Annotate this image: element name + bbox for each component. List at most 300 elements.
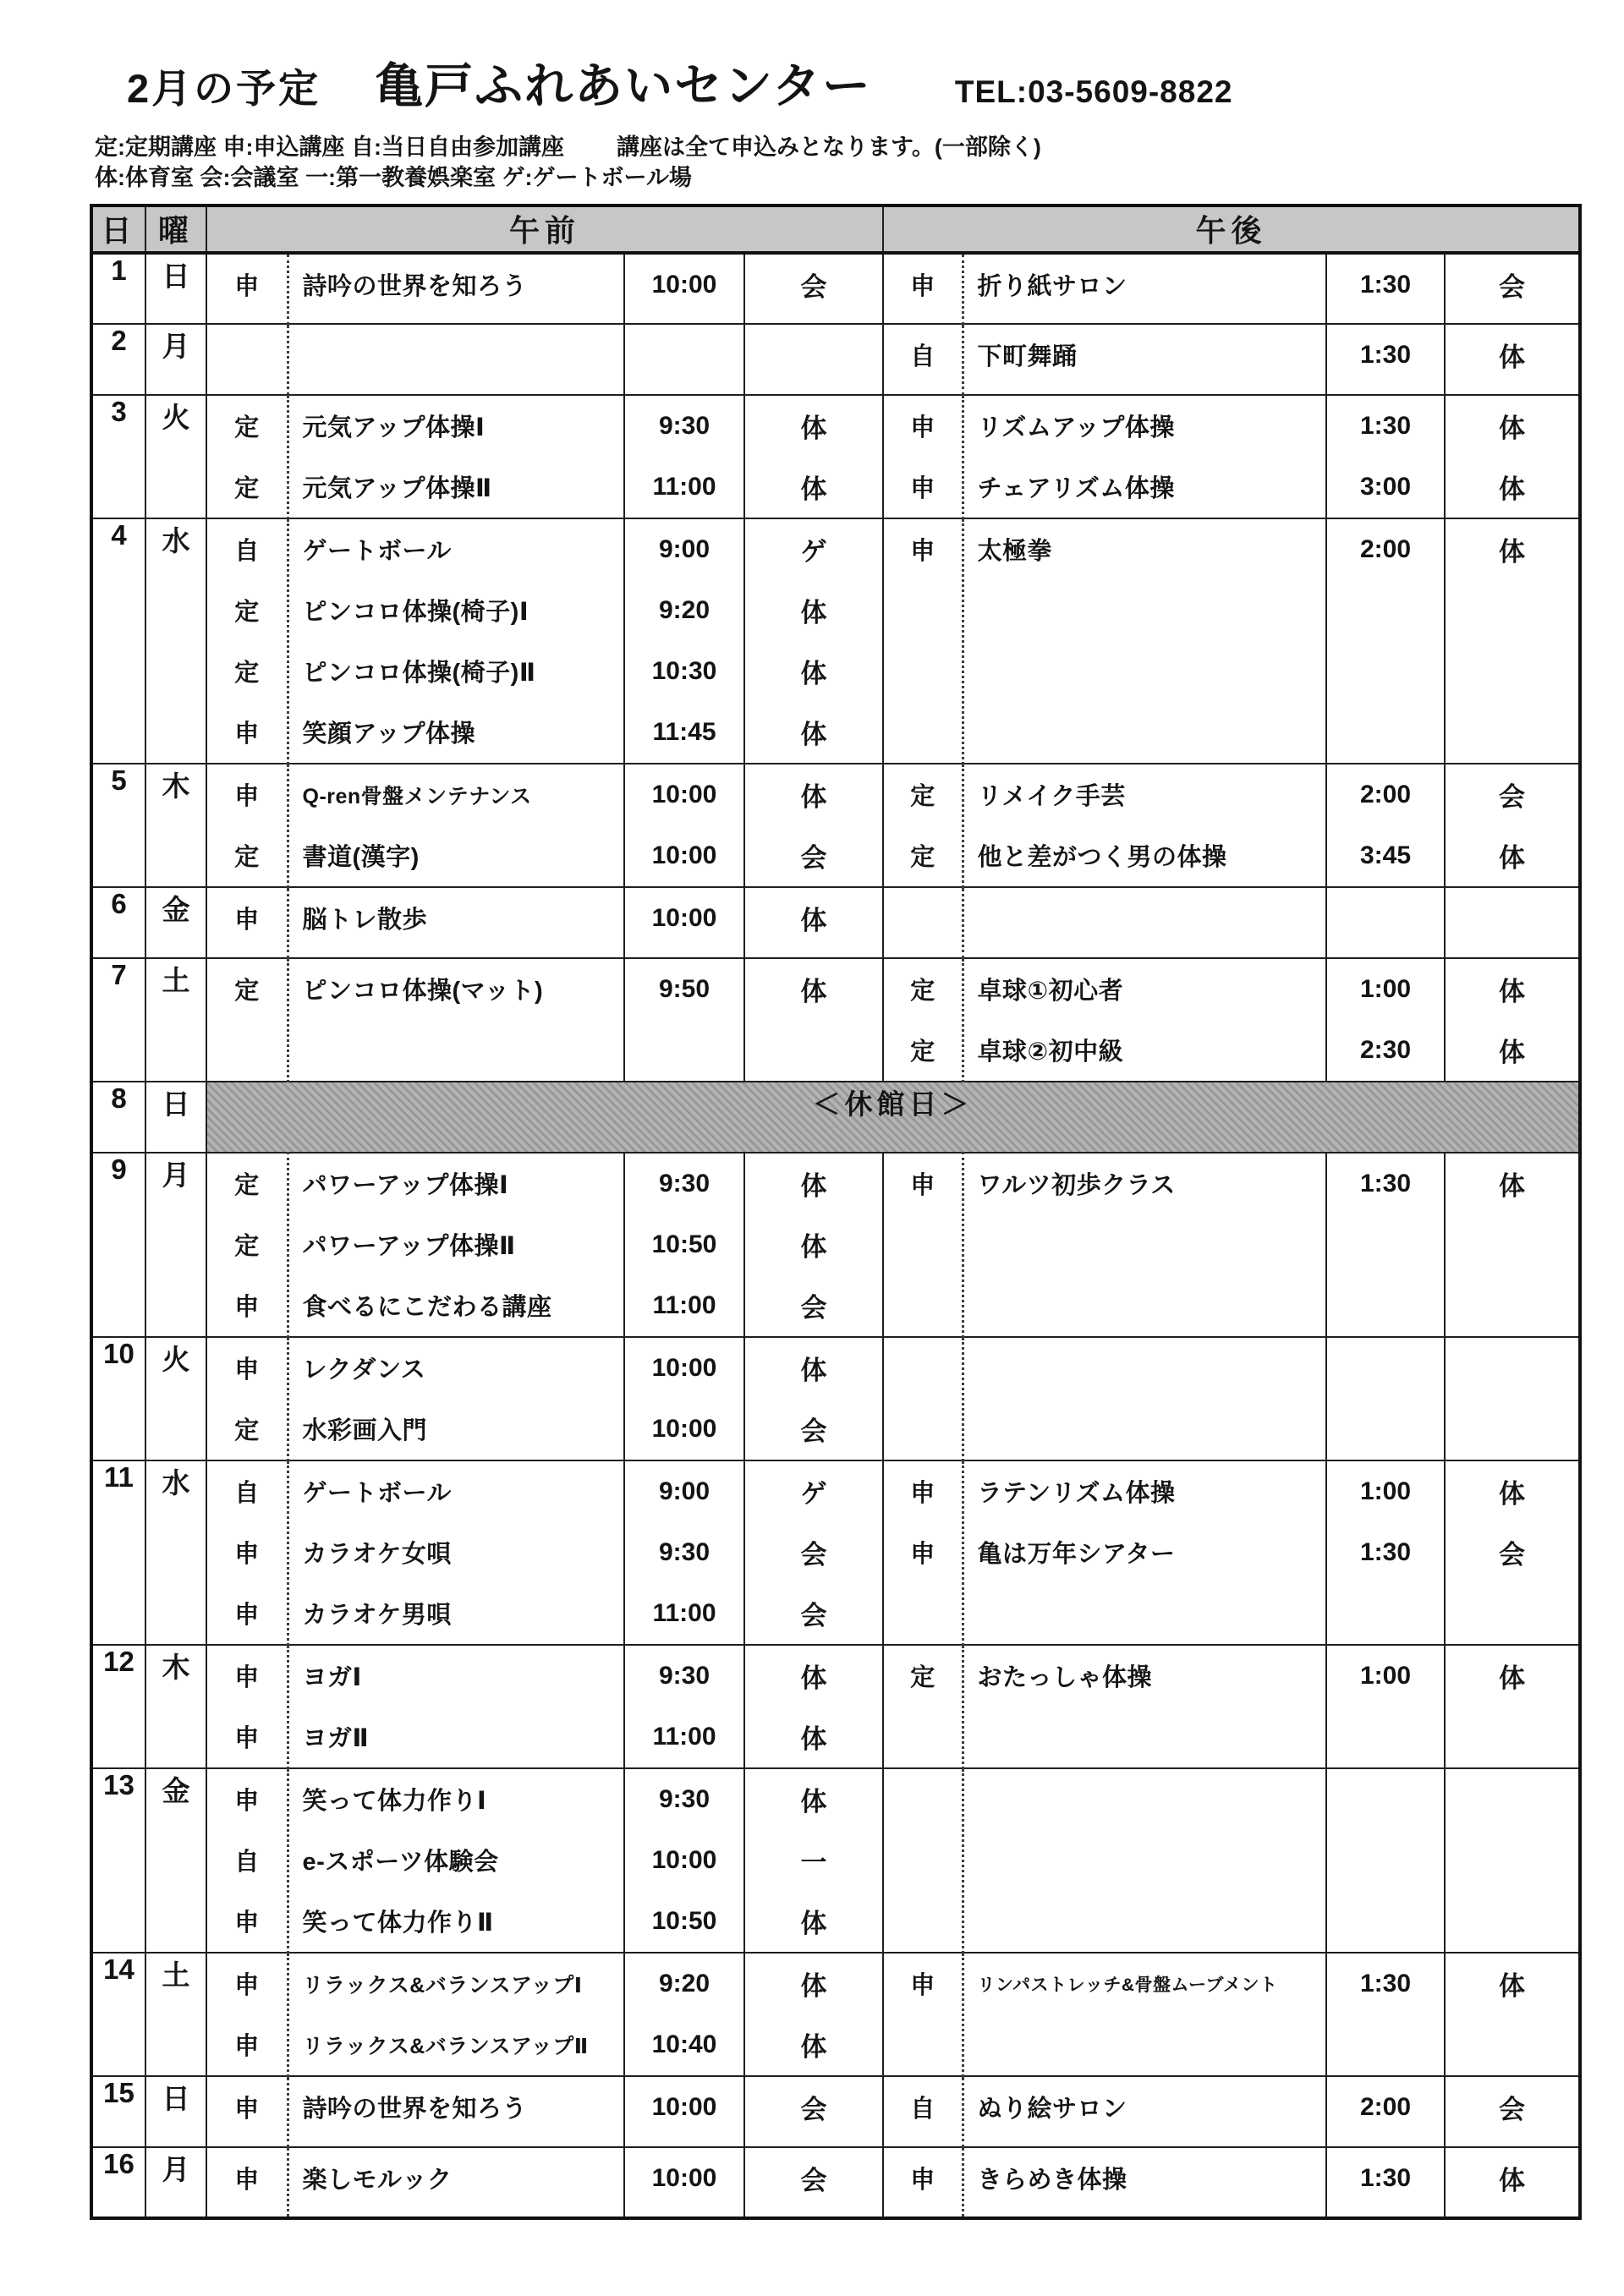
am-activity-cell [288, 1460, 624, 1645]
am-activity-text: 笑って体力作りⅠ [302, 1788, 487, 1816]
am-room-text: 体 [800, 1724, 827, 1755]
am-time-cell [624, 1337, 744, 1460]
pm-time-stack [1327, 1461, 1444, 1583]
am-time-stack [625, 2077, 743, 2138]
schedule-day-row [91, 324, 1580, 395]
pm-time-text: 2:00 [1359, 2092, 1412, 2121]
am-activity-text: 楽しモルック [302, 2167, 453, 2195]
am-time-stack [625, 255, 743, 315]
pm-room-stack [1446, 1461, 1578, 1583]
am-room-text: ゲ [800, 537, 827, 567]
am-mark-text: 申 [234, 1294, 260, 1322]
am-mark-text: 申 [234, 1725, 260, 1753]
am-activity-text: カラオケ男唄 [302, 1602, 452, 1630]
pm-activity-cell [963, 887, 1326, 958]
am-room-text: 体 [800, 1663, 827, 1694]
am-time-stack [625, 764, 743, 886]
pm-room-text: 会 [1499, 272, 1526, 303]
pm-time-cell [1326, 518, 1445, 764]
pm-mark-text: 申 [910, 475, 935, 503]
pm-time-text: 1:30 [1359, 411, 1412, 440]
pm-mark-text: 申 [910, 2167, 935, 2195]
pm-activity-text: リメイク手芸 [977, 783, 1126, 811]
pm-activity-cell [963, 1953, 1326, 2076]
pm-room-stack [1446, 325, 1578, 386]
am-time-stack [625, 1769, 743, 1952]
am-mark-text: 申 [234, 1356, 260, 1384]
am-mark-cell [206, 324, 288, 395]
pm-activity-stack [964, 325, 1326, 386]
am-activity-stack [289, 1769, 624, 1952]
schedule-day-row [91, 518, 1580, 764]
am-room-stack [745, 2077, 882, 2138]
am-room-cell [744, 1153, 883, 1337]
am-time-text: 10:00 [651, 841, 717, 869]
pm-activity-cell [963, 395, 1326, 518]
pm-time-cell [1326, 1645, 1445, 1768]
pm-mark-text: 申 [910, 1172, 935, 1200]
schedule-day-row [91, 1153, 1580, 1337]
pm-time-text: 1:30 [1359, 340, 1412, 369]
weekday: 月 [145, 2147, 206, 2218]
legend-note: 講座は全て申込みとなります。(一部除く) [616, 134, 1041, 160]
am-mark-stack [207, 519, 287, 763]
am-room-text: 体 [800, 782, 827, 813]
weekday: 火 [145, 395, 206, 518]
pm-room-stack [1446, 2148, 1578, 2209]
closed-day-cell: ＜休館日＞ [206, 1082, 1580, 1153]
pm-room-text: 体 [1499, 1038, 1526, 1068]
pm-time-text: 1:30 [1359, 1969, 1412, 1997]
pm-time-cell [1326, 2076, 1445, 2147]
am-activity-text: 笑顔アップ体操 [302, 721, 475, 748]
weekday: 日 [145, 1082, 206, 1153]
am-mark-cell [206, 1953, 288, 2076]
am-mark-text: 申 [234, 721, 260, 748]
am-time-cell [624, 1645, 744, 1768]
legend [95, 132, 1624, 194]
weekday: 土 [145, 958, 206, 1082]
day-number: 2 [91, 324, 145, 395]
day-number: 10 [91, 1337, 145, 1460]
legend-line-2 [95, 162, 1624, 193]
pm-mark-stack [884, 2148, 962, 2209]
am-time-cell [624, 253, 744, 324]
am-time-stack [625, 1646, 743, 1767]
am-room-text: 体 [800, 720, 827, 750]
pm-time-cell [1326, 958, 1445, 1082]
am-time-text: 11:00 [652, 1598, 716, 1627]
am-time-cell [624, 1153, 744, 1337]
pm-room-cell [1445, 2147, 1580, 2218]
day-number: 5 [91, 764, 145, 887]
pm-activity-stack [964, 396, 1326, 518]
am-time-text: 11:00 [652, 1722, 716, 1751]
am-time-cell [624, 518, 744, 764]
pm-mark-text: 申 [910, 538, 935, 566]
pm-mark-cell [883, 1153, 963, 1337]
am-time-stack [625, 1954, 743, 2075]
pm-time-text: 2:30 [1359, 1035, 1412, 1064]
pm-time-cell [1326, 324, 1445, 395]
am-mark-text: 申 [234, 1541, 260, 1569]
pm-activity-cell [963, 1153, 1326, 1337]
am-time-text: 9:50 [658, 974, 710, 1003]
am-mark-text: 定 [234, 978, 260, 1006]
am-mark-text: 申 [234, 1972, 260, 2000]
am-time-text: 9:20 [658, 1969, 710, 1997]
pm-mark-text: 自 [910, 2096, 935, 2123]
pm-time-text: 1:30 [1359, 1169, 1412, 1197]
schedule-table [90, 204, 1582, 2220]
am-mark-cell [206, 1337, 288, 1460]
pm-mark-cell [883, 958, 963, 1082]
am-room-text: 体 [800, 1787, 827, 1817]
am-mark-stack [207, 255, 287, 315]
am-mark-text: 申 [234, 2096, 260, 2123]
pm-mark-text: 申 [910, 1541, 935, 1569]
am-time-stack [625, 959, 743, 1020]
pm-mark-cell [883, 887, 963, 958]
am-mark-text: 定 [234, 844, 260, 872]
pm-mark-cell [883, 253, 963, 324]
pm-room-text: 体 [1499, 342, 1526, 373]
day-number: 14 [91, 1953, 145, 2076]
pm-room-cell [1445, 1645, 1580, 1768]
am-activity-stack [289, 959, 624, 1020]
pm-room-stack [1446, 2077, 1578, 2138]
pm-room-cell [1445, 1153, 1580, 1337]
weekday: 木 [145, 1645, 206, 1768]
am-mark-text: 定 [234, 475, 260, 503]
am-time-text: 10:50 [651, 1906, 717, 1935]
am-mark-stack [207, 1338, 287, 1460]
day-number: 12 [91, 1645, 145, 1768]
pm-room-cell [1445, 324, 1580, 395]
weekday: 月 [145, 1153, 206, 1337]
am-time-stack [625, 1338, 743, 1460]
pm-mark-text: 定 [910, 844, 935, 872]
schedule-day-row [91, 1768, 1580, 1953]
am-room-text: 体 [800, 1232, 827, 1263]
am-time-cell [624, 1768, 744, 1953]
am-time-text: 9:30 [658, 411, 710, 440]
schedule-day-row [91, 395, 1580, 518]
page-title-month: 2月の予定 [127, 66, 321, 111]
am-mark-stack [207, 1769, 287, 1952]
am-room-stack [745, 959, 882, 1020]
weekday: 火 [145, 1337, 206, 1460]
pm-activity-cell [963, 1645, 1326, 1768]
pm-room-cell [1445, 253, 1580, 324]
pm-mark-text: 定 [910, 1664, 935, 1692]
am-room-cell [744, 1645, 883, 1768]
pm-time-text: 3:45 [1359, 841, 1412, 869]
am-mark-cell [206, 1768, 288, 1953]
pm-activity-text: 太極拳 [977, 538, 1053, 566]
pm-activity-text: チェアリズム体操 [977, 475, 1175, 503]
pm-activity-cell [963, 2147, 1326, 2218]
pm-activity-text: 折り紙サロン [977, 273, 1127, 301]
am-time-cell [624, 1953, 744, 2076]
am-room-cell [744, 1953, 883, 2076]
am-mark-stack [207, 1153, 287, 1336]
weekday: 金 [145, 887, 206, 958]
pm-activity-stack [964, 1153, 1326, 1214]
am-activity-cell [288, 887, 624, 958]
pm-room-cell [1445, 518, 1580, 764]
am-activity-cell [288, 395, 624, 518]
am-time-text: 11:00 [652, 1290, 716, 1319]
schedule-day-row [91, 1460, 1580, 1645]
pm-time-cell [1326, 764, 1445, 887]
am-activity-cell [288, 1953, 624, 2076]
pm-time-stack [1327, 1646, 1444, 1707]
pm-room-text: 体 [1499, 1171, 1526, 1202]
am-room-text: 体 [800, 474, 827, 505]
am-activity-text: e-スポーツ体験会 [302, 1849, 499, 1877]
pm-activity-cell [963, 253, 1326, 324]
am-room-text: 体 [800, 1909, 827, 1939]
am-room-cell [744, 1337, 883, 1460]
pm-time-text: 1:00 [1359, 974, 1412, 1003]
pm-room-text: 体 [1499, 1971, 1526, 2002]
pm-activity-cell [963, 2076, 1326, 2147]
am-time-text: 9:30 [658, 1784, 710, 1813]
am-mark-text: 定 [234, 414, 260, 442]
pm-time-text: 1:00 [1359, 1661, 1412, 1690]
am-room-text: 会 [800, 1540, 827, 1570]
am-activity-text: レクダンス [302, 1356, 426, 1384]
am-time-stack [625, 2148, 743, 2209]
pm-time-cell [1326, 1768, 1445, 1953]
am-room-cell [744, 1768, 883, 1953]
am-activity-text: Q-ren骨盤メンテナンス [302, 784, 532, 808]
am-mark-text: 定 [234, 599, 260, 627]
am-mark-cell [206, 764, 288, 887]
schedule-day-row [91, 1082, 1580, 1153]
am-room-text: 体 [800, 1171, 827, 1202]
col-header-day: 日 [91, 205, 145, 253]
schedule-day-row [91, 958, 1580, 1082]
am-mark-text: 定 [234, 660, 260, 688]
pm-room-stack [1446, 519, 1578, 580]
pm-activity-cell [963, 1768, 1326, 1953]
pm-activity-text: 卓球①初心者 [977, 978, 1124, 1006]
am-activity-text: パワーアップ体操Ⅱ [302, 1233, 516, 1261]
pm-room-cell [1445, 395, 1580, 518]
am-room-text: 体 [800, 659, 827, 689]
am-room-text: 体 [800, 414, 827, 444]
pm-room-text: 体 [1499, 1479, 1526, 1510]
am-mark-cell [206, 958, 288, 1082]
pm-activity-text: 下町舞踊 [977, 343, 1078, 371]
am-activity-cell [288, 324, 624, 395]
pm-mark-cell [883, 764, 963, 887]
am-time-text: 9:30 [658, 1169, 710, 1197]
pm-time-text: 2:00 [1359, 780, 1412, 808]
am-activity-cell [288, 2147, 624, 2218]
pm-mark-cell [883, 518, 963, 764]
pm-time-cell [1326, 1337, 1445, 1460]
pm-room-text: 体 [1499, 1663, 1526, 1694]
pm-time-stack [1327, 325, 1444, 386]
day-number: 9 [91, 1153, 145, 1337]
weekday: 水 [145, 1460, 206, 1645]
am-room-text: 会 [800, 1293, 827, 1323]
am-mark-cell [206, 2076, 288, 2147]
pm-time-cell [1326, 1460, 1445, 1645]
pm-activity-stack [964, 1954, 1326, 2014]
pm-room-text: 会 [1499, 782, 1526, 813]
pm-activity-text: リズムアップ体操 [977, 414, 1175, 442]
am-room-text: 体 [800, 977, 827, 1007]
am-mark-stack [207, 1646, 287, 1767]
am-mark-cell [206, 1153, 288, 1337]
pm-time-stack [1327, 255, 1444, 315]
pm-mark-text: 申 [910, 1480, 935, 1508]
pm-mark-stack [884, 396, 962, 518]
pm-room-text: 体 [1499, 843, 1526, 874]
am-time-stack [625, 396, 743, 518]
am-mark-cell [206, 2147, 288, 2218]
am-time-text: 10:00 [651, 780, 717, 808]
pm-mark-cell [883, 1953, 963, 2076]
am-room-cell [744, 887, 883, 958]
am-activity-cell [288, 958, 624, 1082]
day-number: 16 [91, 2147, 145, 2218]
weekday: 月 [145, 324, 206, 395]
am-mark-stack [207, 764, 287, 886]
pm-activity-cell [963, 1460, 1326, 1645]
day-number: 6 [91, 887, 145, 958]
am-mark-stack [207, 2148, 287, 2209]
day-number: 7 [91, 958, 145, 1082]
am-mark-stack [207, 959, 287, 1020]
pm-mark-stack [884, 519, 962, 580]
am-mark-text: 申 [234, 2033, 260, 2061]
am-mark-cell [206, 518, 288, 764]
am-time-text: 9:00 [658, 534, 710, 563]
am-mark-cell [206, 1460, 288, 1645]
schedule-day-row [91, 1645, 1580, 1768]
pm-time-cell [1326, 1953, 1445, 2076]
am-activity-stack [289, 1461, 624, 1644]
pm-activity-stack [964, 2148, 1326, 2209]
am-activity-stack [289, 1954, 624, 2075]
pm-room-text: 会 [1499, 2095, 1526, 2125]
am-mark-text: 自 [234, 1849, 260, 1877]
pm-mark-cell [883, 1460, 963, 1645]
am-mark-text: 申 [234, 907, 260, 934]
pm-activity-text: おたっしゃ体操 [977, 1664, 1153, 1692]
legend-course-marks: 定:定期講座 申:申込講座 自:当日自由参加講座 [95, 134, 564, 160]
am-mark-cell [206, 253, 288, 324]
pm-time-stack [1327, 764, 1444, 886]
pm-mark-stack [884, 959, 962, 1081]
am-activity-text: カラオケ女唄 [302, 1541, 452, 1569]
pm-time-text: 1:30 [1359, 2163, 1412, 2192]
am-activity-stack [289, 764, 624, 886]
pm-time-stack [1327, 2077, 1444, 2138]
pm-activity-text: ワルツ初歩クラス [977, 1172, 1176, 1200]
pm-activity-cell [963, 1337, 1326, 1460]
am-room-text: 体 [800, 2032, 827, 2063]
pm-mark-stack [884, 1461, 962, 1583]
am-activity-stack [289, 1153, 624, 1336]
title-bar [0, 0, 1624, 117]
pm-time-stack [1327, 959, 1444, 1081]
schedule-day-row [91, 887, 1580, 958]
am-room-stack [745, 1461, 882, 1644]
am-mark-stack [207, 888, 287, 949]
am-mark-text: 自 [234, 1480, 260, 1508]
weekday: 日 [145, 253, 206, 324]
am-activity-text: 脳トレ散歩 [302, 907, 428, 934]
am-time-text: 9:30 [658, 1661, 710, 1690]
pm-activity-text: リンパストレッチ&骨盤ムーブメント [977, 1975, 1278, 1995]
am-mark-text: 申 [234, 1664, 260, 1692]
pm-activity-text: 亀は万年シアター [977, 1541, 1176, 1569]
am-activity-text: 詩吟の世界を知ろう [302, 2096, 528, 2123]
day-number: 1 [91, 253, 145, 324]
pm-activity-text: きらめき体操 [977, 2167, 1127, 2195]
am-time-stack [625, 888, 743, 949]
pm-mark-stack [884, 325, 962, 386]
am-activity-text: ゲートボール [302, 1480, 452, 1508]
pm-room-stack [1446, 1153, 1578, 1214]
am-time-cell [624, 2147, 744, 2218]
am-activity-stack [289, 396, 624, 518]
pm-mark-text: 自 [910, 343, 935, 371]
am-time-text: 10:00 [651, 2092, 717, 2121]
am-room-cell [744, 395, 883, 518]
am-time-cell [624, 887, 744, 958]
am-mark-text: 申 [234, 783, 260, 811]
am-activity-text: 食べるにこだわる講座 [302, 1294, 552, 1322]
am-room-cell [744, 2147, 883, 2218]
am-mark-stack [207, 2077, 287, 2138]
pm-activity-text: ラテンリズム体操 [977, 1480, 1176, 1508]
am-time-text: 9:00 [658, 1477, 710, 1505]
pm-activity-text: 卓球②初中級 [977, 1038, 1124, 1066]
am-time-text: 10:00 [651, 903, 717, 932]
am-room-stack [745, 888, 882, 949]
am-activity-cell [288, 1768, 624, 1953]
pm-activity-stack [964, 1461, 1326, 1583]
am-room-stack [745, 1646, 882, 1767]
pm-time-stack [1327, 1954, 1444, 2014]
am-time-text: 10:50 [651, 1230, 717, 1258]
pm-activity-cell [963, 518, 1326, 764]
pm-room-stack [1446, 1954, 1578, 2014]
am-activity-text: 詩吟の世界を知ろう [302, 273, 528, 301]
pm-time-stack [1327, 2148, 1444, 2209]
am-time-text: 9:30 [658, 1537, 710, 1566]
am-activity-text: ゲートボール [302, 538, 452, 566]
weekday: 水 [145, 518, 206, 764]
pm-mark-text: 定 [910, 783, 935, 811]
am-room-text: 会 [800, 1601, 827, 1631]
pm-time-stack [1327, 1153, 1444, 1214]
pm-time-cell [1326, 253, 1445, 324]
am-room-text: 会 [800, 843, 827, 874]
am-mark-text: 申 [234, 2167, 260, 2195]
am-activity-stack [289, 1338, 624, 1460]
am-mark-text: 申 [234, 273, 260, 301]
pm-activity-stack [964, 2077, 1326, 2138]
am-mark-text: 定 [234, 1417, 260, 1445]
